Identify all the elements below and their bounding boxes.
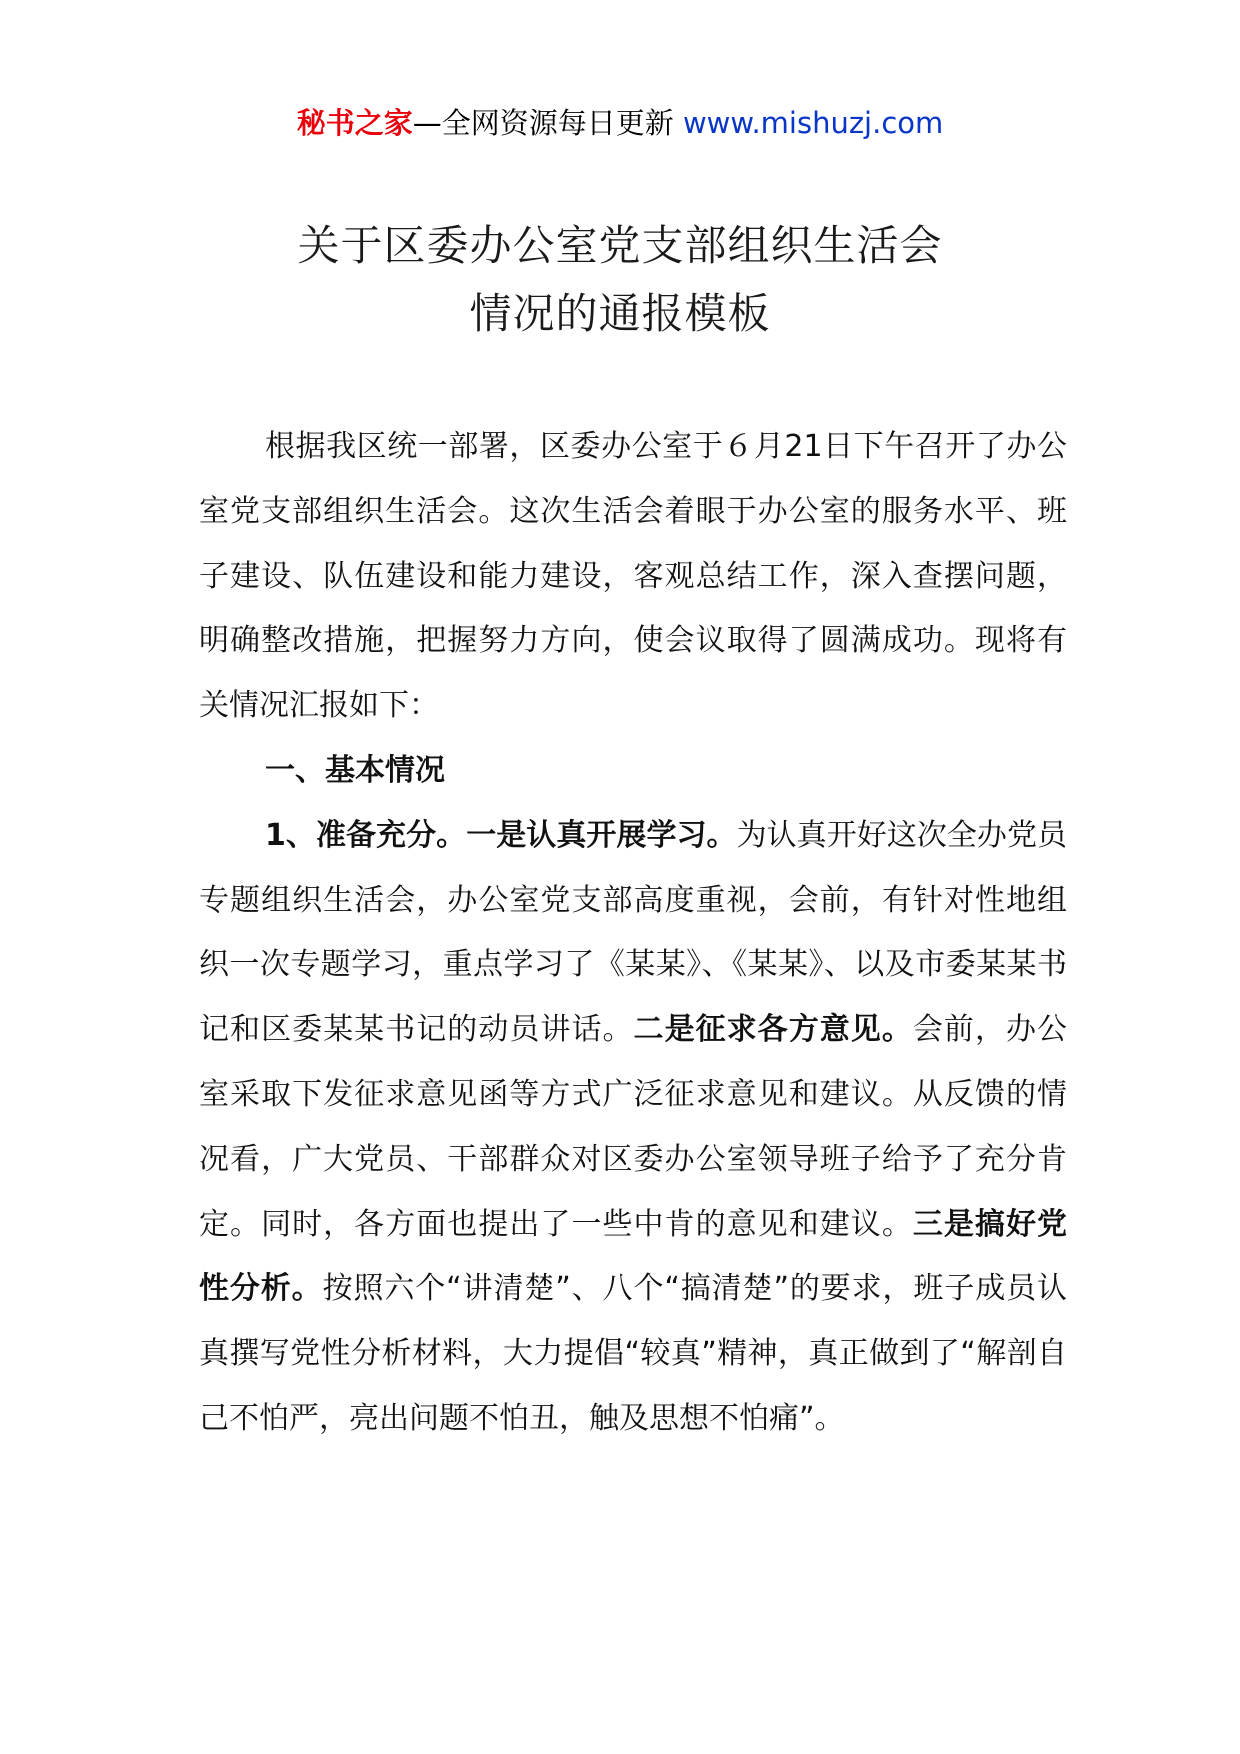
item-preparation-paragraph [199, 804, 1067, 1452]
brand-name: 秘书之家 [296, 106, 413, 140]
sub-item-analysis-text: 按照六个“讲清楚”、八个“搞清楚”的要求，班子成员认真撰写党性分析材料，大力提倡“较真”精神，真正做到了“解剖自己不怕严，亮出问题不怕丑，触及思想不怕痛”。 [199, 1271, 1067, 1436]
intro-paragraph: 根据我区统一部署，区委办公室于６月21日下午召开了办公室党支部组织生活会。这次生活会着眼于办公室的服务水平、班子建设、队伍建设和能力建设，客观总结工作，深入查摆问题，明确整改措施，把握努力方向，使会议取得了圆满成功。现将有关情况汇报如下： [199, 429, 1067, 724]
document-body [199, 415, 1067, 1452]
sub-item-study-title: 一是认真开展学习。 [466, 817, 737, 853]
title-line-2: 情况的通报模板 [469, 289, 771, 338]
sub-item-study-text: 为认真开好这次全办党员专题组织生活会，办公室党支部高度重视，会前，有针对性地组织一次专题学习，重点学习了《某某》、《某某》、以及市委某某书记和区委某某书记的动员讲话。 [199, 817, 1068, 1048]
sub-item-analysis-title: 三是搞好党性分析。 [199, 1206, 1068, 1307]
site-url-link[interactable]: www.mishuzj.com [682, 106, 944, 140]
banner-slogan: —全网资源每日更新 [412, 106, 683, 140]
sub-item-opinions-title: 二是征求各方意见。 [633, 1012, 913, 1048]
site-banner [0, 101, 1240, 145]
document-title [0, 212, 1240, 348]
item-preparation-lead: 1、准备充分。 [265, 817, 467, 853]
section-heading-basic-situation: 一、基本情况 [265, 752, 445, 788]
sub-item-opinions-text: 会前，办公室采取下发征求意见函等方式广泛征求意见和建议。从反馈的情况看，广大党员、干部群众对区委办公室领导班子给予了充分肯定。同时，各方面也提出了一些中肯的意见和建议。 [199, 1012, 1068, 1242]
title-line-1: 关于区委办公室党支部组织生活会 [297, 221, 943, 270]
